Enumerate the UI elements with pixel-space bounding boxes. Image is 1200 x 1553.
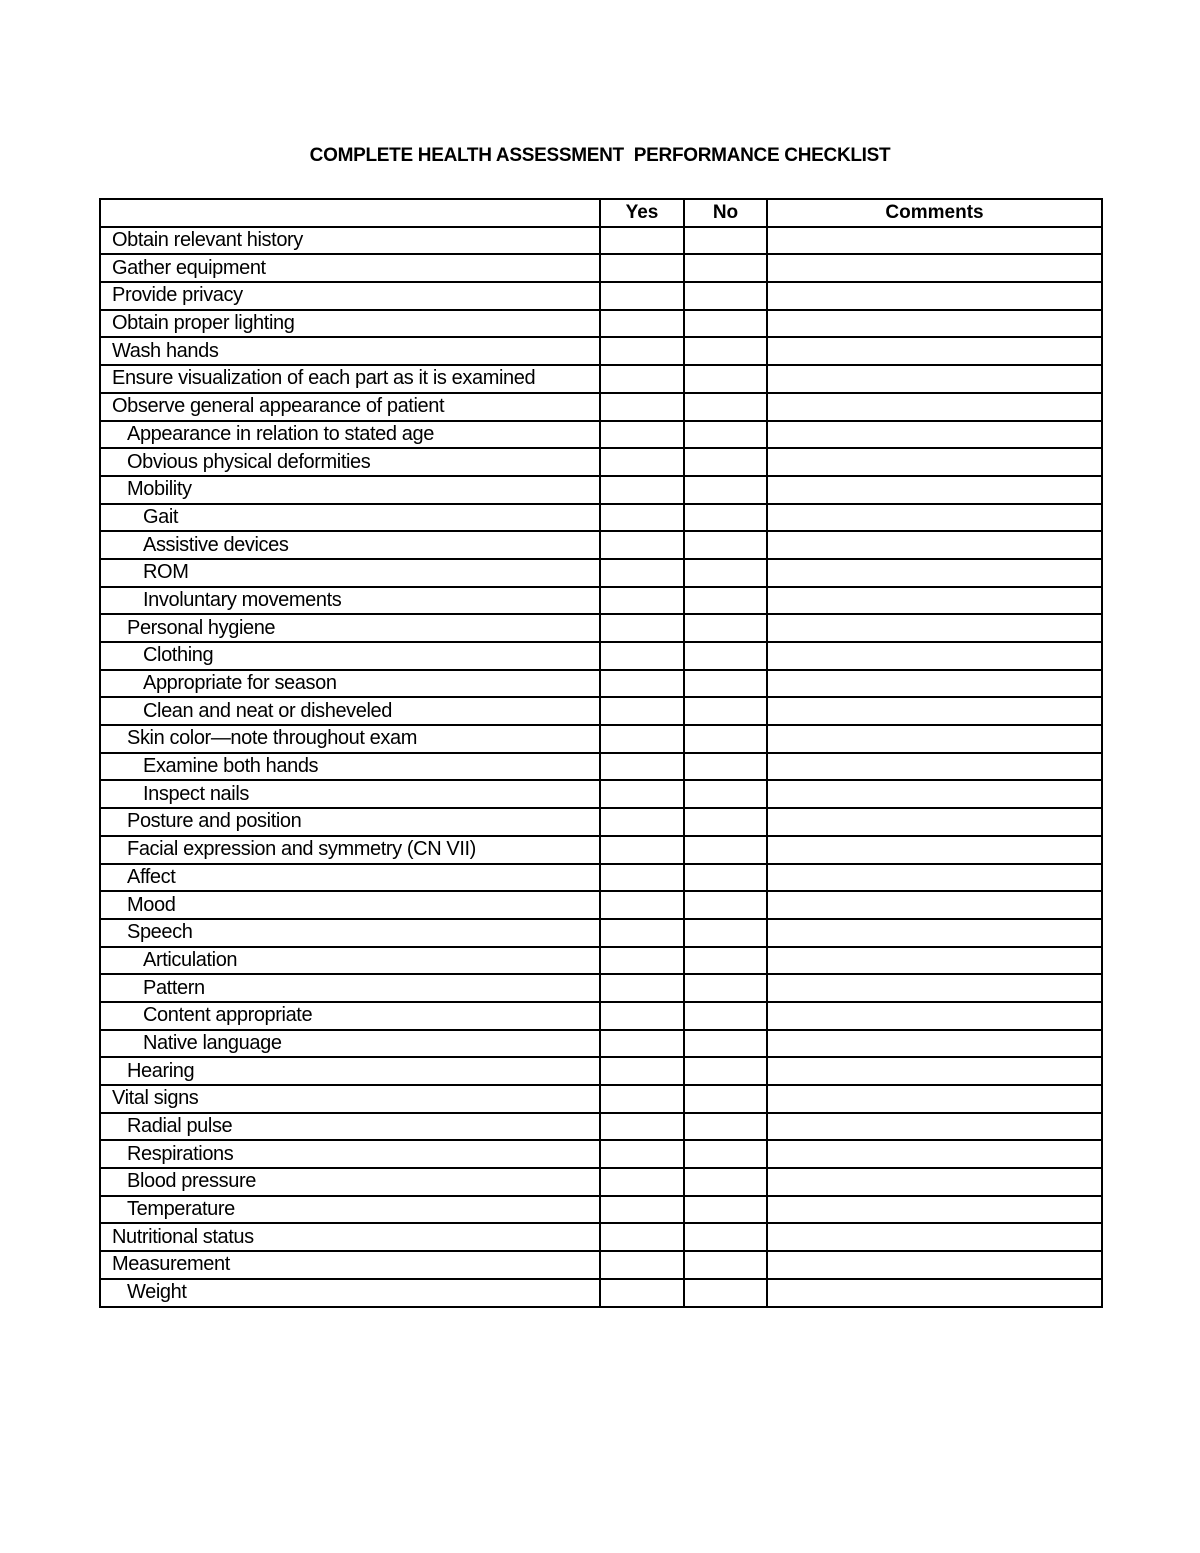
table-row	[100, 1030, 1102, 1058]
yes-cell[interactable]	[600, 1030, 684, 1058]
comments-cell[interactable]	[767, 808, 1102, 836]
comments-cell[interactable]	[767, 504, 1102, 532]
table-row	[100, 476, 1102, 504]
comments-cell[interactable]	[767, 919, 1102, 947]
table-row	[100, 1085, 1102, 1113]
comments-cell[interactable]	[767, 310, 1102, 338]
table-row	[100, 1002, 1102, 1030]
yes-cell[interactable]	[600, 310, 684, 338]
table-row	[100, 254, 1102, 282]
comments-cell[interactable]	[767, 891, 1102, 919]
comments-cell[interactable]	[767, 227, 1102, 255]
no-cell[interactable]	[684, 476, 767, 504]
table-row	[100, 282, 1102, 310]
table-row	[100, 780, 1102, 808]
column-header-item	[100, 199, 600, 227]
header-row	[100, 199, 1102, 227]
yes-cell[interactable]	[600, 531, 684, 559]
no-cell[interactable]	[684, 531, 767, 559]
no-cell[interactable]	[684, 1140, 767, 1168]
comments-cell[interactable]	[767, 725, 1102, 753]
yes-cell[interactable]	[600, 1113, 684, 1141]
yes-cell[interactable]	[600, 1196, 684, 1224]
no-cell[interactable]	[684, 891, 767, 919]
checklist-item-label: Articulation	[100, 947, 600, 975]
yes-cell[interactable]	[600, 393, 684, 421]
no-cell[interactable]	[684, 1002, 767, 1030]
checklist-item-label: Assistive devices	[100, 531, 600, 559]
no-cell[interactable]	[684, 227, 767, 255]
checklist-item-label: Respirations	[100, 1140, 600, 1168]
no-cell[interactable]	[684, 365, 767, 393]
checklist-item-label: ROM	[100, 559, 600, 587]
no-cell[interactable]	[684, 448, 767, 476]
yes-cell[interactable]	[600, 808, 684, 836]
yes-cell[interactable]	[600, 1279, 684, 1307]
yes-cell[interactable]	[600, 282, 684, 310]
comments-cell[interactable]	[767, 697, 1102, 725]
comments-cell[interactable]	[767, 1196, 1102, 1224]
checklist-item-label: Obvious physical deformities	[100, 448, 600, 476]
yes-cell[interactable]	[600, 919, 684, 947]
table-row	[100, 697, 1102, 725]
table-row	[100, 448, 1102, 476]
checklist-item-label: Inspect nails	[100, 780, 600, 808]
table-row	[100, 642, 1102, 670]
comments-cell[interactable]	[767, 1251, 1102, 1279]
table-row	[100, 670, 1102, 698]
no-cell[interactable]	[684, 808, 767, 836]
no-cell[interactable]	[684, 1279, 767, 1307]
yes-cell[interactable]	[600, 448, 684, 476]
no-cell[interactable]	[684, 1030, 767, 1058]
comments-cell[interactable]	[767, 974, 1102, 1002]
yes-cell[interactable]	[600, 836, 684, 864]
table-row	[100, 1168, 1102, 1196]
checklist-item-label: Ensure visualization of each part as it is examined	[100, 365, 600, 393]
no-cell[interactable]	[684, 282, 767, 310]
checklist-item-label: Examine both hands	[100, 753, 600, 781]
checklist-item-label: Pattern	[100, 974, 600, 1002]
table-row	[100, 836, 1102, 864]
checklist-item-label: Measurement	[100, 1251, 600, 1279]
checklist-item-label: Observe general appearance of patient	[100, 393, 600, 421]
comments-cell[interactable]	[767, 254, 1102, 282]
comments-cell[interactable]	[767, 864, 1102, 892]
comments-cell[interactable]	[767, 365, 1102, 393]
checklist-item-label: Mood	[100, 891, 600, 919]
checklist-item-label: Nutritional status	[100, 1223, 600, 1251]
no-cell[interactable]	[684, 421, 767, 449]
comments-cell[interactable]	[767, 614, 1102, 642]
no-cell[interactable]	[684, 587, 767, 615]
checklist-item-label: Native language	[100, 1030, 600, 1058]
table-row	[100, 753, 1102, 781]
comments-cell[interactable]	[767, 1140, 1102, 1168]
table-row	[100, 614, 1102, 642]
checklist-item-label: Radial pulse	[100, 1113, 600, 1141]
comments-cell[interactable]	[767, 448, 1102, 476]
table-row	[100, 864, 1102, 892]
table-row	[100, 1251, 1102, 1279]
table-row	[100, 227, 1102, 255]
no-cell[interactable]	[684, 670, 767, 698]
page-title: COMPLETE HEALTH ASSESSMENT PERFORMANCE CHECKLIST	[309, 145, 891, 166]
no-cell[interactable]	[684, 974, 767, 1002]
table-row	[100, 310, 1102, 338]
checklist-item-label: Clean and neat or disheveled	[100, 697, 600, 725]
yes-cell[interactable]	[600, 1168, 684, 1196]
no-cell[interactable]	[684, 337, 767, 365]
checklist-item-label: Mobility	[100, 476, 600, 504]
yes-cell[interactable]	[600, 1057, 684, 1085]
no-cell[interactable]	[684, 254, 767, 282]
no-cell[interactable]	[684, 864, 767, 892]
comments-cell[interactable]	[767, 1030, 1102, 1058]
checklist-item-label: Hearing	[100, 1057, 600, 1085]
column-header-yes: Yes	[600, 199, 684, 227]
table-row	[100, 337, 1102, 365]
no-cell[interactable]	[684, 310, 767, 338]
comments-cell[interactable]	[767, 1057, 1102, 1085]
no-cell[interactable]	[684, 1057, 767, 1085]
yes-cell[interactable]	[600, 947, 684, 975]
yes-cell[interactable]	[600, 1223, 684, 1251]
table-row	[100, 1223, 1102, 1251]
checklist-item-label: Affect	[100, 864, 600, 892]
checklist-table	[99, 198, 1103, 1308]
no-cell[interactable]	[684, 559, 767, 587]
table-row	[100, 1140, 1102, 1168]
table-row	[100, 1057, 1102, 1085]
checklist-item-label: Involuntary movements	[100, 587, 600, 615]
yes-cell[interactable]	[600, 254, 684, 282]
comments-cell[interactable]	[767, 780, 1102, 808]
checklist-item-label: Personal hygiene	[100, 614, 600, 642]
checklist-item-label: Obtain proper lighting	[100, 310, 600, 338]
no-cell[interactable]	[684, 642, 767, 670]
table-row	[100, 725, 1102, 753]
yes-cell[interactable]	[600, 1140, 684, 1168]
comments-cell[interactable]	[767, 421, 1102, 449]
no-cell[interactable]	[684, 1251, 767, 1279]
no-cell[interactable]	[684, 836, 767, 864]
table-row	[100, 891, 1102, 919]
no-cell[interactable]	[684, 393, 767, 421]
yes-cell[interactable]	[600, 365, 684, 393]
checklist-item-label: Content appropriate	[100, 1002, 600, 1030]
yes-cell[interactable]	[600, 227, 684, 255]
comments-cell[interactable]	[767, 393, 1102, 421]
checklist-item-label: Skin color—note throughout exam	[100, 725, 600, 753]
yes-cell[interactable]	[600, 753, 684, 781]
comments-cell[interactable]	[767, 1113, 1102, 1141]
checklist-item-label: Clothing	[100, 642, 600, 670]
comments-cell[interactable]	[767, 670, 1102, 698]
yes-cell[interactable]	[600, 780, 684, 808]
table-row	[100, 587, 1102, 615]
table-row	[100, 421, 1102, 449]
table-row	[100, 393, 1102, 421]
checklist-item-label: Gather equipment	[100, 254, 600, 282]
checklist-item-label: Obtain relevant history	[100, 227, 600, 255]
table-row	[100, 365, 1102, 393]
comments-cell[interactable]	[767, 587, 1102, 615]
yes-cell[interactable]	[600, 697, 684, 725]
no-cell[interactable]	[684, 614, 767, 642]
no-cell[interactable]	[684, 780, 767, 808]
checklist-item-label: Gait	[100, 504, 600, 532]
comments-cell[interactable]	[767, 1168, 1102, 1196]
no-cell[interactable]	[684, 1168, 767, 1196]
yes-cell[interactable]	[600, 1085, 684, 1113]
yes-cell[interactable]	[600, 421, 684, 449]
yes-cell[interactable]	[600, 587, 684, 615]
yes-cell[interactable]	[600, 559, 684, 587]
no-cell[interactable]	[684, 1223, 767, 1251]
table-row	[100, 559, 1102, 587]
table-row	[100, 974, 1102, 1002]
table-row	[100, 1279, 1102, 1307]
no-cell[interactable]	[684, 725, 767, 753]
checklist-item-label: Vital signs	[100, 1085, 600, 1113]
no-cell[interactable]	[684, 947, 767, 975]
comments-cell[interactable]	[767, 559, 1102, 587]
checklist-item-label: Provide privacy	[100, 282, 600, 310]
yes-cell[interactable]	[600, 614, 684, 642]
comments-cell[interactable]	[767, 642, 1102, 670]
no-cell[interactable]	[684, 1085, 767, 1113]
checklist-item-label: Weight	[100, 1279, 600, 1307]
table-row	[100, 808, 1102, 836]
comments-cell[interactable]	[767, 836, 1102, 864]
checklist-item-label: Posture and position	[100, 808, 600, 836]
comments-cell[interactable]	[767, 947, 1102, 975]
checklist-item-label: Appearance in relation to stated age	[100, 421, 600, 449]
comments-cell[interactable]	[767, 1223, 1102, 1251]
table-row	[100, 919, 1102, 947]
yes-cell[interactable]	[600, 642, 684, 670]
yes-cell[interactable]	[600, 476, 684, 504]
no-cell[interactable]	[684, 919, 767, 947]
no-cell[interactable]	[684, 1113, 767, 1141]
yes-cell[interactable]	[600, 1002, 684, 1030]
comments-cell[interactable]	[767, 531, 1102, 559]
checklist-item-label: Wash hands	[100, 337, 600, 365]
yes-cell[interactable]	[600, 974, 684, 1002]
checklist-item-label: Speech	[100, 919, 600, 947]
column-header-comments: Comments	[767, 199, 1102, 227]
yes-cell[interactable]	[600, 337, 684, 365]
no-cell[interactable]	[684, 504, 767, 532]
yes-cell[interactable]	[600, 670, 684, 698]
comments-cell[interactable]	[767, 337, 1102, 365]
comments-cell[interactable]	[767, 1085, 1102, 1113]
comments-cell[interactable]	[767, 753, 1102, 781]
yes-cell[interactable]	[600, 891, 684, 919]
table-row	[100, 504, 1102, 532]
comments-cell[interactable]	[767, 1279, 1102, 1307]
checklist-body	[100, 227, 1102, 1307]
comments-cell[interactable]	[767, 476, 1102, 504]
checklist-item-label: Appropriate for season	[100, 670, 600, 698]
yes-cell[interactable]	[600, 504, 684, 532]
comments-cell[interactable]	[767, 1002, 1102, 1030]
table-row	[100, 947, 1102, 975]
checklist-item-label: Blood pressure	[100, 1168, 600, 1196]
no-cell[interactable]	[684, 697, 767, 725]
checklist-item-label: Temperature	[100, 1196, 600, 1224]
column-header-no: No	[684, 199, 767, 227]
no-cell[interactable]	[684, 1196, 767, 1224]
checklist-item-label: Facial expression and symmetry (CN VII)	[100, 836, 600, 864]
table-row	[100, 1113, 1102, 1141]
yes-cell[interactable]	[600, 725, 684, 753]
yes-cell[interactable]	[600, 1251, 684, 1279]
table-row	[100, 1196, 1102, 1224]
comments-cell[interactable]	[767, 282, 1102, 310]
table-row	[100, 531, 1102, 559]
no-cell[interactable]	[684, 753, 767, 781]
yes-cell[interactable]	[600, 864, 684, 892]
